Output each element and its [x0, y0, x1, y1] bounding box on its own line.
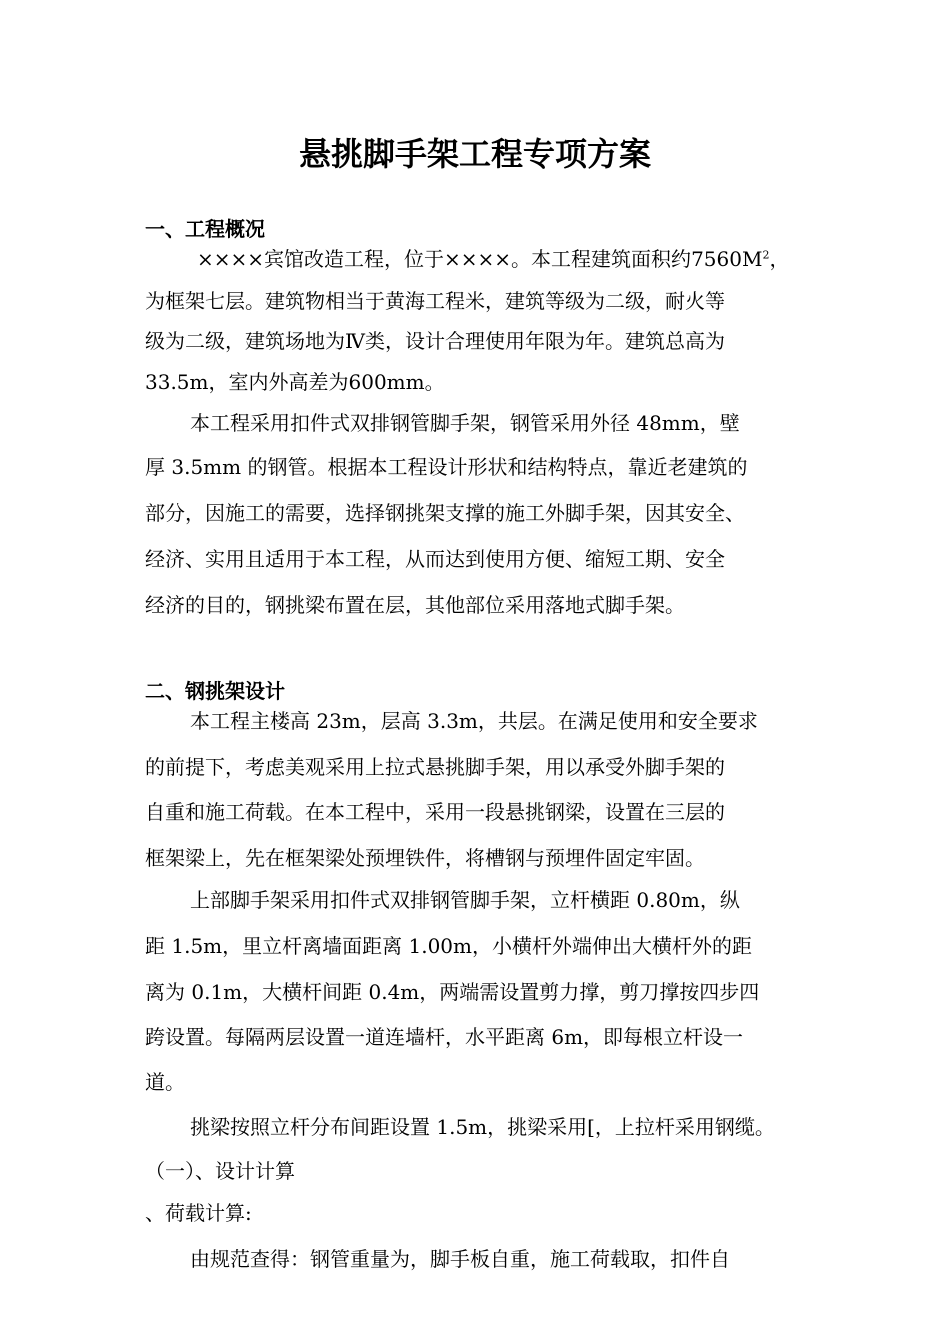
paragraph-line: 的前提下，考虑美观采用上拉式悬挑脚手架，用以承受外脚手架的 [145, 755, 725, 779]
paragraph-line: 厚 3.5mm 的钢管。根据本工程设计形状和结构特点，靠近老建筑的 [145, 455, 748, 479]
paragraph-line: 跨设置。每隔两层设置一道连墙杆，水平距离 6m，即每根立杆设一 [145, 1025, 744, 1049]
page-title: 悬挑脚手架工程专项方案 [298, 135, 651, 173]
paragraph-line: 距 1.5m，里立杆离墙面距离 1.00m，小横杆外端伸出大横杆外的距 [145, 934, 752, 958]
paragraph-line: 道。 [145, 1070, 185, 1094]
paragraph-line: 经济的目的，钢挑梁布置在层，其他部位采用落地式脚手架。 [145, 593, 685, 617]
subsection-heading: （一）、设计计算 [145, 1159, 295, 1183]
paragraph-line: 自重和施工荷载。在本工程中，采用一段悬挑钢梁，设置在三层的 [145, 800, 725, 824]
paragraph-line: 为框架七层。建筑物相当于黄海工程米，建筑等级为二级，耐火等 [145, 289, 725, 313]
paragraph-line: 框架梁上，先在框架梁处预埋铁件，将槽钢与预埋件固定牢固。 [145, 846, 705, 870]
text-span: ××××宾馆改造工程，位于××××。本工程建筑面积约 [197, 247, 692, 271]
paragraph-line: 部分，因施工的需要，选择钢挑架支撑的施工外脚手架，因其安全、 [145, 501, 745, 525]
paragraph-line: 挑梁按照立杆分布间距设置 1.5m，挑梁采用[，上拉杆采用钢缆。 [190, 1115, 775, 1139]
subsection-heading: 、荷载计算: [145, 1201, 252, 1225]
paragraph-line [197, 245, 789, 273]
paragraph-line: 本工程主楼高 23m，层高 3.3m，共层。在满足使用和安全要求 [190, 709, 758, 733]
paragraph-line: 上部脚手架采用扣件式双排钢管脚手架，立杆横距 0.80m，纵 [190, 888, 740, 912]
paragraph-line: 本工程采用扣件式双排钢管脚手架，钢管采用外径 48mm，壁 [190, 411, 740, 435]
paragraph-line: 经济、实用且适用于本工程，从而达到使用方便、缩短工期、安全 [145, 547, 725, 571]
paragraph-line: 离为 0.1m，大横杆间距 0.4m，两端需设置剪力撑，剪刀撑按四步四 [145, 980, 760, 1004]
paragraph-line: 33.5m，室内外高差为600mm。 [145, 370, 445, 394]
text-span: ， [769, 247, 790, 271]
paragraph-line: 由规范查得：钢管重量为，脚手板自重，施工荷载取，扣件自 [190, 1247, 730, 1271]
area-superscript: 2 [762, 248, 770, 262]
section-heading-design: 二、钢挑架设计 [145, 679, 285, 703]
area-value: 7560M [691, 247, 763, 271]
section-heading-overview: 一、工程概况 [145, 217, 265, 241]
paragraph-line: 级为二级，建筑场地为Ⅳ类，设计合理使用年限为年。建筑总高为 [145, 329, 725, 353]
